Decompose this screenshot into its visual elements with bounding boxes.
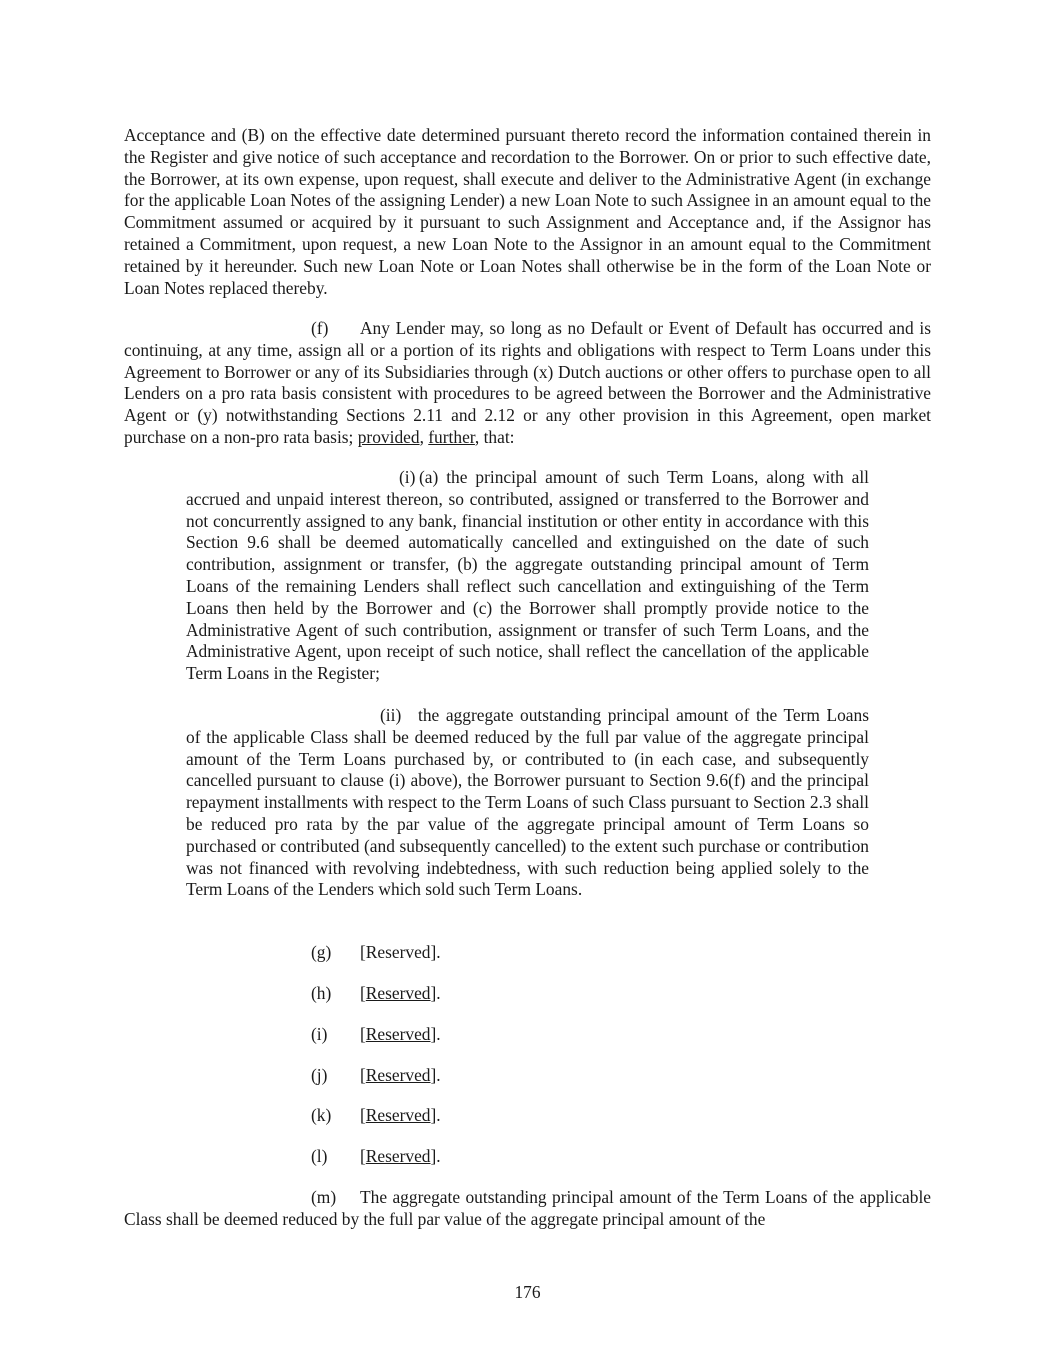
- reserved-text: [: [360, 1024, 366, 1044]
- reserved-label: (j): [311, 1065, 328, 1085]
- clause-label-m: (m): [311, 1187, 337, 1207]
- clause-label-i: (i): [399, 467, 416, 487]
- page-number: 176: [514, 1282, 541, 1302]
- reserved-item-k: [311, 1105, 441, 1127]
- paragraph-f-ii-text: the aggregate outstanding principal amount of the Term Loans of the applicable Class shall be deemed reduced by the full par value of the aggregate principal amount of the Term Loans purchased by, or contributed to (in each case, and subsequently cancelled pursuant to clause (i) above), the Borrower pursuant to Section 9.6(f) and the principal repayment installments with respect to the Term Loans of such Class pursuant to Section 2.3 shall be reduced pro rata by the par value of the aggregate principal amount of Term Loans so purchased or contributed (and subsequently cancelled) to the extent such purchase or contribution was not financed with revolving indebtedness, with such reduction being applied solely to the Term Loans of the Lenders which sold such Term Loans.: [186, 705, 869, 900]
- reserved-item-j: [311, 1065, 441, 1087]
- reserved-text-end: ].: [430, 1065, 441, 1085]
- clause-label-ii: (ii): [380, 705, 402, 725]
- reserved-text-end: ].: [430, 1146, 441, 1166]
- reserved-text: [: [360, 1065, 366, 1085]
- provided-term: provided: [357, 426, 420, 447]
- reserved-underlined: Reserved: [365, 1024, 431, 1044]
- reserved-item-g: [311, 942, 441, 964]
- paragraph-m-text: The aggregate outstanding principal amount of the Term Loans of the applicable Class shall be deemed reduced by the full par value of the aggregate principal amount of the: [124, 1187, 931, 1229]
- reserved-underlined: Reserved: [365, 983, 431, 1003]
- reserved-text-end: ].: [430, 1105, 441, 1125]
- further-term: further: [428, 426, 475, 447]
- reserved-text: [: [360, 983, 366, 1003]
- reserved-label: (g): [311, 942, 332, 962]
- reserved-item-h: [311, 983, 441, 1005]
- paragraph-f-ii: [186, 705, 869, 901]
- reserved-text-end: ].: [430, 983, 441, 1003]
- reserved-label: (i): [311, 1024, 328, 1044]
- reserved-label: (k): [311, 1105, 332, 1125]
- reserved-text-end: ].: [430, 1024, 441, 1044]
- paragraph-f: [124, 318, 931, 449]
- paragraph-f-text: Any Lender may, so long as no Default or Event of Default has occurred and is continuing, at any time, assign all or a portion of its rights and obligations with respect to Term Loans under this Agreement to Borrower or any of its Subsidiaries through (x) Dutch auctions or other offers to purchase open to all Lenders on a pro rata basis consistent with procedures to be agreed between the Borrower and the Administrative Agent or (y) notwithstanding Sections 2.11 and 2.12 or any other provision in this Agreement, open market purchase on a non-pro rata basis;: [124, 318, 931, 447]
- reserved-text: [: [360, 1146, 366, 1166]
- paragraph-f-end: , that:: [474, 426, 515, 447]
- reserved-underlined: Reserved: [365, 1105, 431, 1125]
- reserved-item-i: [311, 1024, 441, 1046]
- clause-label-f: (f): [311, 318, 329, 338]
- paragraph-f-i: [186, 467, 869, 685]
- reserved-text: [: [360, 1105, 366, 1125]
- paragraph-f-comma: ,: [419, 426, 429, 447]
- reserved-underlined: Reserved: [365, 1065, 431, 1085]
- paragraph-e-continuation: Acceptance and (B) on the effective date determined pursuant thereto record the information contained therein in the Register and give notice of such acceptance and recordation to the Borrower. On or prior to such effective date, the Borrower, at its own expense, upon request, shall execute and deliver to the Administrative Agent (in exchange for the applicable Loan Notes of the assigning Lender) a new Loan Note to such Assignee in an amount equal to the Commitment assumed or acquired by it pursuant to such Assignment and Acceptance and, if the Assignor has retained a Commitment, upon request, a new Loan Note to the Assignor in an amount equal to the Commitment retained by it hereunder. Such new Loan Note or Loan Notes shall otherwise be in the form of the Loan Note or Loan Notes replaced thereby.: [124, 125, 931, 298]
- paragraph-f-i-text: (a) the principal amount of such Term Loans, along with all accrued and unpaid interest thereon, so contributed, assigned or transferred to the Borrower and not concurrently assigned to any bank, financial institution or other entity in accordance with this Section 9.6 shall be deemed automatically cancelled and extinguished on the date of such contribution, assignment or transfer, (b) the aggregate outstanding principal amount of Term Loans of the remaining Lenders shall reflect such cancellation and extinguishing of the Term Loans then held by the Borrower and (c) the Borrower shall promptly provide notice to the Administrative Agent of such contribution, assignment or transfer of such Term Loans, and the Administrative Agent, upon receipt of such notice, shall reflect the cancellation of the applicable Term Loans in the Register;: [186, 467, 869, 684]
- reserved-text: [Reserved].: [360, 942, 441, 962]
- paragraph-m: [124, 1187, 931, 1231]
- reserved-item-l: [311, 1146, 441, 1168]
- reserved-label: (l): [311, 1146, 328, 1166]
- reserved-underlined: Reserved: [365, 1146, 431, 1166]
- reserved-label: (h): [311, 983, 332, 1003]
